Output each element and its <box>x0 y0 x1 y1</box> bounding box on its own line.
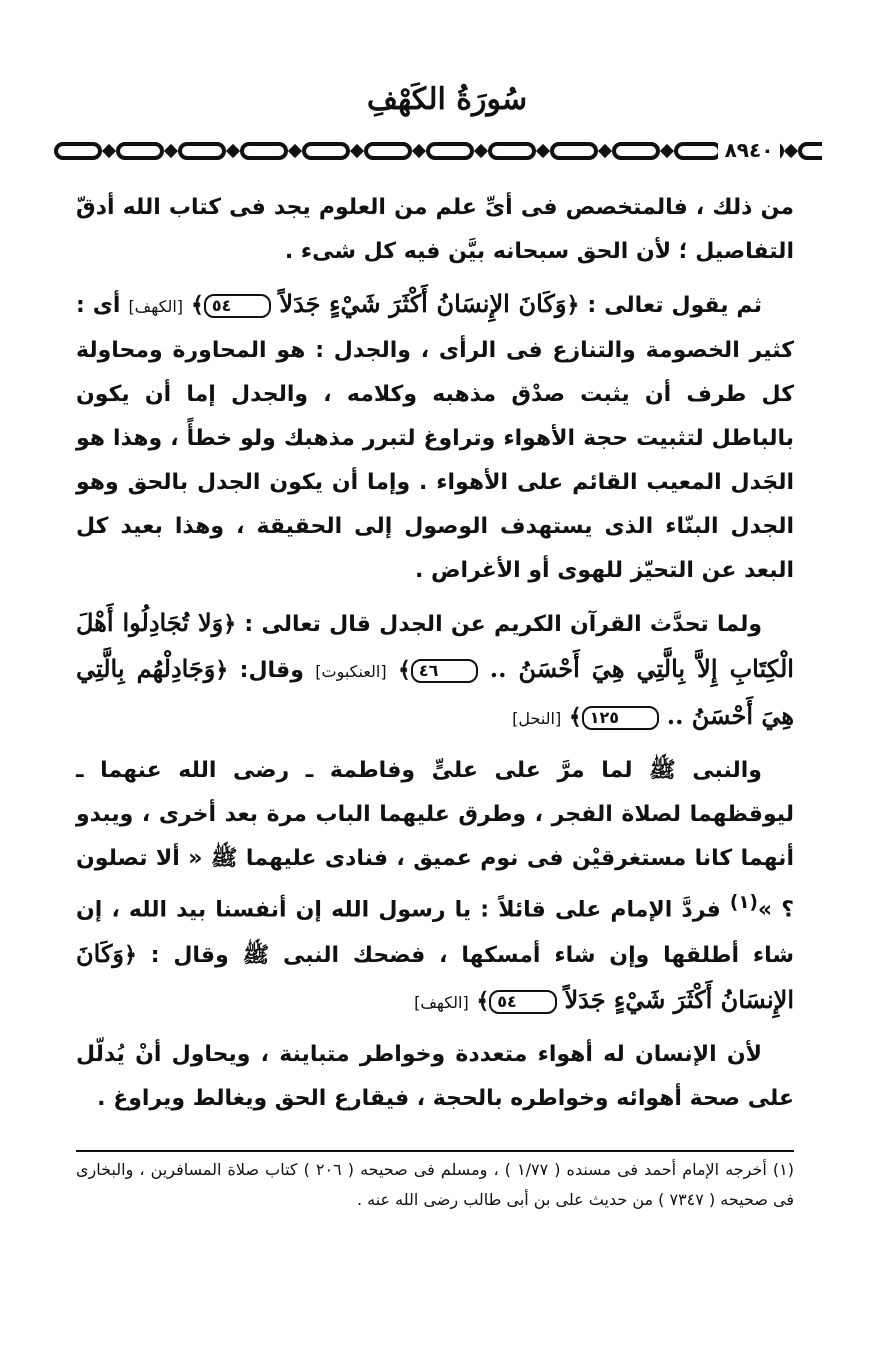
chain-diamond <box>539 147 547 155</box>
chain-link <box>304 144 348 158</box>
quran-verse: وَلا تُجَادِلُوا أَهْلَ الْكِتَابِ إِلاَّ بِالَّتِي هِيَ أَحْسَنُ .. <box>76 608 794 683</box>
ayah-number: ٥٤ <box>204 294 272 318</box>
chain-link <box>552 144 596 158</box>
footnote-marker: (١) <box>729 892 758 913</box>
chain-diamond <box>229 147 237 155</box>
chain-diamond <box>601 147 609 155</box>
quran-verse: وَجَادِلْهُم بِالَّتِي هِيَ أَحْسَنُ .. <box>76 654 794 730</box>
chain-link <box>800 144 822 158</box>
chain-link <box>242 144 286 158</box>
chain-link <box>428 144 472 158</box>
chain-diamond <box>787 147 795 155</box>
chain-link <box>118 144 162 158</box>
chain-diamond <box>353 147 361 155</box>
footnote-separator <box>76 1150 794 1152</box>
chain-link <box>180 144 224 158</box>
paragraph: لأن الإنسان له أهواء متعددة وخواطر متباينة ، ويحاول أنْ يُدلّل على صحة أهوائه وخواطره بالحجة ، فيقارع الحق ويغالط ويراوغ . <box>76 1042 794 1112</box>
sura-reference: [الكهف] <box>414 993 469 1013</box>
chain-diamond <box>105 147 113 155</box>
chain-link <box>676 144 720 158</box>
ayah-number: ١٢٥ <box>582 706 659 730</box>
quran-verse: وَكَانَ الإِنسَانُ أَكْثَرَ شَيْءٍ جَدَلاً <box>76 939 794 1015</box>
paragraph: ثم يقول تعالى : ﴿وَكَانَ الإِنسَانُ أَكْثَرَ شَيْءٍ جَدَلاً ٥٤﴾ [الكهف] أى : كثير الخصومة والتنازع فى الرأى ، والجدل : هو المحاورة ومحاولة كل طرف أن يثبت صدْق مذهبه وكلامه ، والجدل إما أن يكون بالباطل لتثبيت حجة الأهواء وتراوغ لتبرر مذهبك ولو خطأً ، وهذا هو الجَدل المعيب القائم على الأهواء . وإما أن يكون الجدل بالحق وهو الجدل البنّاء الذى يستهدف الوصول إلى الحقيقة ، وهذا بعيد كل البعد عن التحيّز للهوى أو الأغراض . <box>76 289 794 583</box>
chain-diamond <box>167 147 175 155</box>
chain-link <box>614 144 658 158</box>
chain-diamond <box>415 147 423 155</box>
sura-reference: [العنكبوت] <box>315 662 387 681</box>
ornamental-divider <box>52 140 822 162</box>
sura-title: سُورَةُ الكَهْفِ <box>366 82 528 117</box>
chain-link <box>490 144 534 158</box>
chain-link <box>56 144 100 158</box>
paragraph: والنبى ﷺ لما مرَّ على علىٍّ وفاطمة ـ رضى الله عنهما ـ ليوقظهما لصلاة الفجر ، وطرق عليهما الباب مرة بعد أخرى ، ويبدو أنهما كانا مستغرقيْن فى نوم عميق ، فنادى عليهما ﷺ « ألا تصلون ؟ »$^{(١)}$ فردَّ الإمام على قائلاً : يا رسول الله إن أنفسنا بيد الله ، إن شاء أطلقها وإن شاء أمسكها ، فضحك النبى ﷺ وقال : ﴿وَكَانَ الإِنسَانُ أَكْثَرَ شَيْءٍ جَدَلاً ٥٤﴾ [الكهف] <box>76 758 794 1015</box>
footnote: (١) أخرجه الإمام أحمد فى مسنده ( ١/٧٧ ) ، ومسلم فى صحيحه ( ٢٠٦ ) كتاب صلاة المسافرين ، والبخارى فى صحيحه ( ٧٣٤٧ ) من حديث على بن أبى طالب رضى الله عنه . <box>76 1160 794 1209</box>
paragraph: ولما تحدَّث القرآن الكريم عن الجدل قال تعالى : ﴿وَلا تُجَادِلُوا أَهْلَ الْكِتَابِ إِلاَّ بِالَّتِي هِيَ أَحْسَنُ .. ٤٦﴾ [العنكبوت] وقال: ﴿وَجَادِلْهُم بِالَّتِي هِيَ أَحْسَنُ .. ١٢٥﴾ [النحل] <box>76 608 794 730</box>
chain-diamond <box>291 147 299 155</box>
chain-diamond <box>663 147 671 155</box>
chain-diamond <box>477 147 485 155</box>
main-text <box>76 186 794 1129</box>
ayah-number: ٥٤ <box>489 990 557 1014</box>
quran-verse: وَكَانَ الإِنسَانُ أَكْثَرَ شَيْءٍ جَدَلاً <box>279 289 567 318</box>
paragraph: من ذلك ، فالمتخصص فى أىِّ علم من العلوم يجد فى كتاب الله أدقّ التفاصيل ؛ لأن الحق سبحانه بيَّن فيه كل شىء . <box>76 195 794 264</box>
sura-reference: [النحل] <box>512 709 562 728</box>
chain-link <box>366 144 410 158</box>
ayah-number: ٤٦ <box>411 659 479 683</box>
sura-reference: [الكهف] <box>128 297 184 316</box>
page-number: ٨٩٤٠ <box>718 138 780 162</box>
footnotes <box>76 1155 794 1215</box>
